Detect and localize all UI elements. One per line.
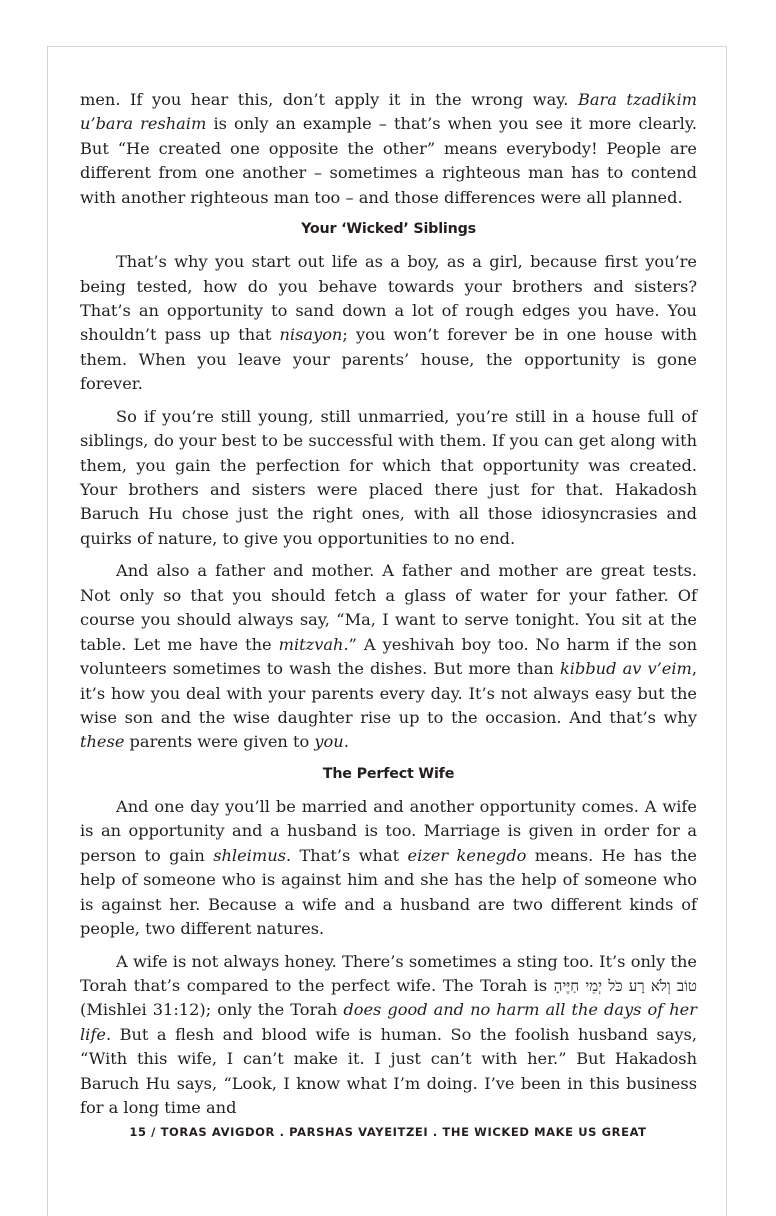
page-footer: 15 / TORAS AVIGDOR . PARSHAS VAYEITZEI . THE WICKED MAKE US GREAT bbox=[129, 1125, 647, 1139]
paragraph-6: A wife is not always honey. There’s sometimes a sting too. It’s only the Torah that’s compared to the perfect wife. The Torah is טוֹב וְלֹא רָע כֹּל יְמֵי חַיֶּיהָ (Mishlei 31:12); only the Torah does good and no harm all the days of her life. But a flesh and blood wife is human. So the foolish husband says, “With this wife, I can’t make it. I just can’t with her.” But Hakadosh Baruch Hu says, “Look, I know what I’m doing. I’ve been in this business for a long time and bbox=[80, 951, 697, 1117]
page-body bbox=[80, 88, 697, 1129]
hebrew-quote: טוֹב וְלֹא רָע כֹּל יְמֵי חַיֶּיהָ bbox=[553, 976, 697, 995]
paragraph-3: So if you’re still young, still unmarried, you’re still in a house full of siblings, do your best to be successful with them. If you can get along with them, you gain the perfection for which that opportunity was created. Your brothers and sisters were placed there just for that. Hakadosh Baruch Hu chose just the right ones, with all those idiosyncrasies and quirks of nature, to give you opportunities to no end. bbox=[80, 406, 697, 548]
paragraph-2: That’s why you start out life as a boy, as a girl, because first you’re being tested, how do you behave towards your brothers and sisters? That’s an opportunity to sand down a lot of rough edges you have. You shouldn’t pass up that nisayon; you won’t forever be in one house with them. When you leave your parents’ house, the opportunity is gone forever. bbox=[80, 252, 697, 394]
section-heading-wife: The Perfect Wife bbox=[322, 765, 455, 782]
paragraph-5: And one day you’ll be married and another opportunity comes. A wife is an opportunity and a husband is too. Marriage is given in order for a person to gain shleimus. That’s what eizer kenegdo means. He has the help of someone who is against him and she has the help of someone who is against her. Because a wife and a husband are two different kinds of people, two different natures. bbox=[80, 796, 697, 938]
paragraph-4: And also a father and mother. A father and mother are great tests. Not only so that you should fetch a glass of water for your father. Of course you should always say, “Ma, I want to serve tonight. You sit at the table. Let me have the mitzvah.” A yeshivah boy too. No harm if the son volunteers sometimes to wash the dishes. But more than kibbud av v’eim, it’s how you deal with your parents every day. It’s not always easy but the wise son and the wise daughter rise up to the occasion. And that’s why these parents were given to you. bbox=[80, 561, 698, 752]
paragraph-1: men. If you hear this, don’t apply it in the wrong way. Bara tzadikim u’bara reshaim is only an example – that’s when you see it more clearly. But “He created one opposite the other” means everybody! People are different from one another – sometimes a righteous man has to contend with another righteous man too – and those differences were all planned. bbox=[80, 90, 697, 207]
section-heading-siblings: Your ‘Wicked’ Siblings bbox=[301, 221, 476, 238]
